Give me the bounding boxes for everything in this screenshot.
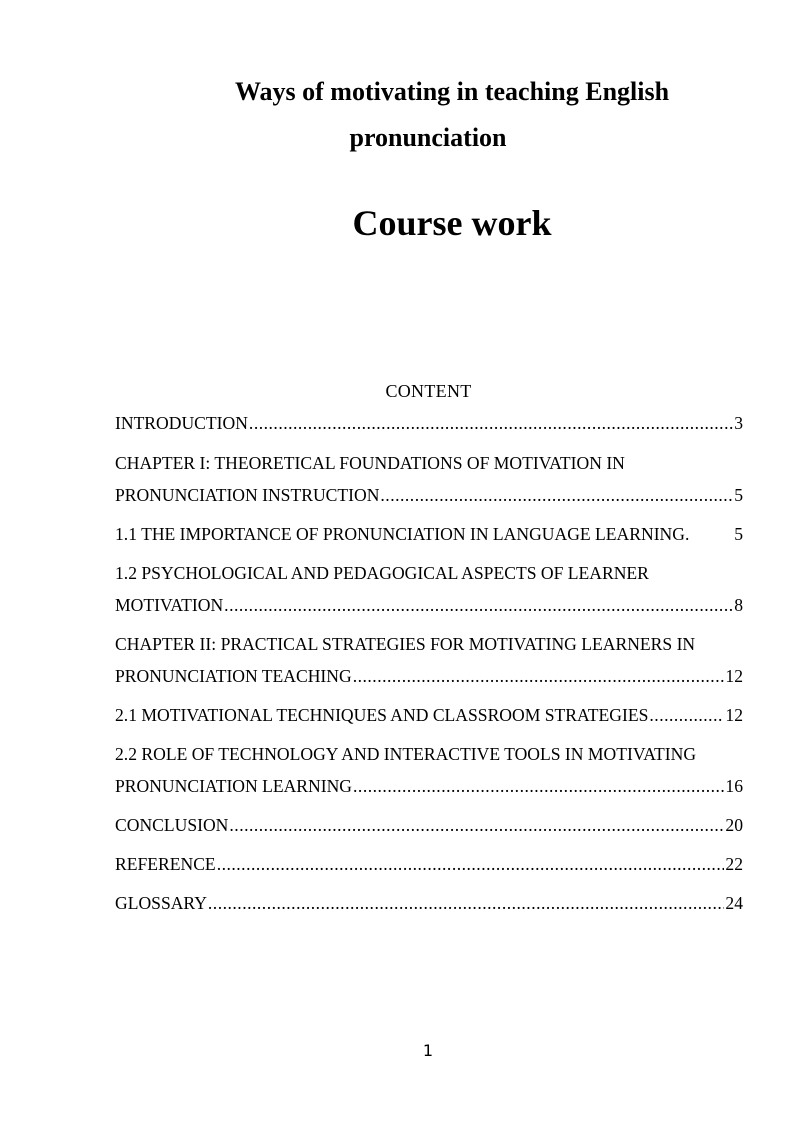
toc-entry-introduction	[115, 412, 743, 434]
toc-entry-text: CONCLUSION	[115, 815, 229, 835]
toc-entry-chapter1	[115, 484, 743, 506]
toc-heading: CONTENT	[385, 381, 472, 401]
toc-entry-text: 1.1 THE IMPORTANCE OF PRONUNCIATION IN LANGUAGE LEARNING.	[115, 524, 690, 544]
toc-leader-dots	[217, 853, 725, 875]
toc-entry-text: PRONUNCIATION INSTRUCTION	[115, 485, 380, 505]
toc-entry-section-1-2-line1: 1.2 PSYCHOLOGICAL AND PEDAGOGICAL ASPECTS OF LEARNER	[115, 563, 649, 583]
toc-leader-dots	[353, 775, 724, 797]
toc-entry-glossary	[115, 892, 743, 914]
page-number: 1	[422, 1041, 434, 1060]
toc-page-number: 8	[734, 595, 743, 615]
toc-entry-section-2-2	[115, 775, 743, 797]
toc-page-number: 16	[725, 776, 743, 796]
toc-leader-dots	[380, 484, 733, 506]
toc-entry-text: PRONUNCIATION LEARNING	[115, 776, 353, 796]
toc-entry-text: REFERENCE	[115, 854, 216, 874]
table-of-contents	[115, 412, 743, 914]
toc-page-number: 20	[725, 815, 743, 835]
toc-page-number: 5	[734, 485, 743, 505]
toc-page-number: 3	[734, 413, 743, 433]
toc-entry-chapter1-line1: CHAPTER I: THEORETICAL FOUNDATIONS OF MOTIVATION IN	[115, 453, 625, 473]
toc-page-number: 12	[725, 705, 743, 725]
toc-entry-text: PRONUNCIATION TEACHING	[115, 666, 352, 686]
toc-page-number: 24	[725, 893, 743, 913]
document-title-line-1: Ways of motivating in teaching English	[234, 77, 670, 106]
document-subtitle: Course work	[352, 203, 552, 243]
toc-entry-section-2-2-line1: 2.2 ROLE OF TECHNOLOGY AND INTERACTIVE TOOLS IN MOTIVATING	[115, 744, 697, 764]
toc-entry-text: GLOSSARY	[115, 893, 207, 913]
toc-entry-section-1-2	[115, 594, 743, 616]
toc-entry-section-2-1	[115, 704, 743, 726]
toc-entry-text: INTRODUCTION	[115, 413, 248, 433]
toc-entry-reference	[115, 853, 743, 875]
toc-entry-text: 2.1 MOTIVATIONAL TECHNIQUES AND CLASSROOM STRATEGIES	[115, 705, 649, 725]
toc-entry-section-1-1	[115, 523, 743, 545]
toc-leader-dots	[249, 412, 733, 434]
toc-page-number: 22	[725, 854, 743, 874]
toc-entry-text: MOTIVATION	[115, 595, 224, 615]
toc-leader-dots	[208, 892, 725, 914]
toc-entry-chapter2	[115, 665, 743, 687]
toc-leader-dots	[649, 704, 724, 726]
toc-entry-chapter2-line1: CHAPTER II: PRACTICAL STRATEGIES FOR MOTIVATING LEARNERS IN	[115, 634, 696, 654]
toc-page-number: 5	[734, 524, 743, 544]
toc-page-number: 12	[725, 666, 743, 686]
toc-leader-dots	[224, 594, 733, 616]
toc-leader-dots	[353, 665, 725, 687]
toc-leader-dots	[229, 814, 724, 836]
toc-entry-conclusion	[115, 814, 743, 836]
document-title-line-2: pronunciation	[349, 123, 507, 152]
